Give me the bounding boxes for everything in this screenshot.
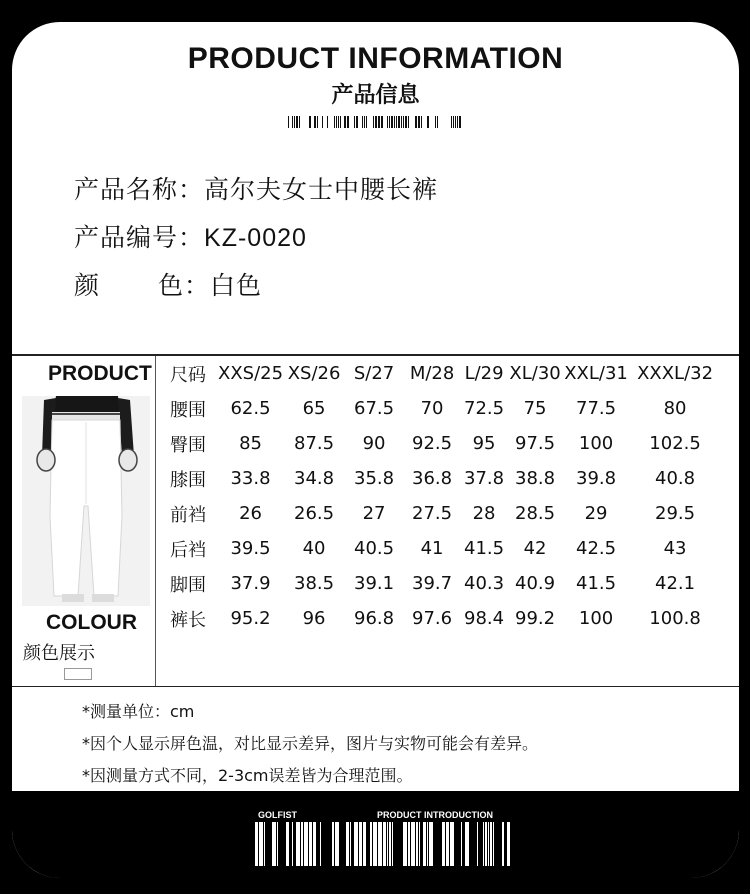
measure-value: 95 [472, 433, 496, 454]
measure-value: 35.8 [354, 468, 395, 489]
info-color-row [74, 266, 262, 302]
measure-value: 75 [523, 398, 547, 419]
measure-value: 42 [523, 538, 547, 559]
measure-value: 39.8 [576, 468, 617, 489]
measure-value: 37.8 [464, 468, 505, 489]
info-color-label-1: 颜 [74, 271, 101, 300]
size-header-cell: XXS/25 [218, 363, 284, 384]
table-bottom-rule [12, 686, 739, 687]
measure-label: 膝围 [170, 469, 206, 491]
measure-value: 29 [584, 503, 608, 524]
measure-value: 95.2 [230, 608, 271, 629]
note-unit: *测量单位：cm [82, 702, 195, 721]
size-table-row [160, 496, 721, 531]
note-measure-tolerance: *因测量方式不同，2-3cm误差皆为合理范围。 [82, 766, 413, 785]
measure-value: 98.4 [464, 608, 505, 629]
measure-value: 40.5 [354, 538, 395, 559]
measure-value: 26 [239, 503, 262, 524]
info-name-row [74, 170, 438, 206]
measure-value: 33.8 [230, 468, 271, 489]
note-color-disclaimer: *因个人显示屏色温，对比显示差异，图片与实物可能会有差异。 [82, 734, 539, 753]
measure-value: 37.9 [230, 573, 271, 594]
measure-value: 40.8 [655, 468, 696, 489]
measure-value: 27 [362, 503, 386, 524]
measure-value: 28 [472, 503, 496, 524]
info-color-label-2: 色： [158, 271, 211, 300]
size-table-row [160, 461, 721, 496]
size-header-cell: XXL/31 [564, 363, 628, 384]
measure-value: 42.1 [655, 573, 696, 594]
size-table-row [160, 601, 721, 636]
measure-value: 90 [362, 433, 386, 454]
size-table-row [160, 426, 721, 461]
measure-value: 100.8 [649, 608, 701, 629]
measure-value: 41.5 [464, 538, 505, 559]
info-code-value: KZ-0020 [204, 224, 307, 252]
footer-intro: PRODUCT INTRODUCTION [377, 810, 493, 820]
info-code-row [74, 218, 307, 254]
size-table-row [160, 391, 721, 426]
measure-value: 39.1 [354, 573, 395, 594]
footer-barcode [255, 822, 510, 866]
footer-brand: GOLFIST [258, 810, 297, 820]
size-header-cell: M/28 [409, 363, 455, 384]
size-header-cell: 尺码 [170, 364, 206, 386]
measure-value: 97.5 [515, 433, 556, 454]
product-photo [22, 396, 150, 606]
measure-value: 41 [420, 538, 444, 559]
measure-value: 29.5 [655, 503, 696, 524]
info-color-value: 白色 [210, 271, 263, 300]
measure-label: 腰围 [170, 399, 206, 421]
measure-value: 96.8 [354, 608, 395, 629]
measure-label: 后裆 [170, 539, 206, 561]
measure-value: 70 [420, 398, 444, 419]
size-header-cell: L/29 [464, 363, 504, 384]
product-label: PRODUCT [48, 362, 152, 385]
info-code-label: 产品编号： [74, 223, 205, 252]
measure-label: 脚围 [170, 574, 206, 596]
measure-label: 前裆 [170, 504, 206, 526]
measure-value: 40 [302, 538, 326, 559]
measure-value: 27.5 [412, 503, 453, 524]
measure-label: 裤长 [170, 609, 206, 631]
size-header-cell: S/27 [353, 363, 395, 384]
title-cn: 产品信息 [331, 83, 420, 108]
measure-value: 97.6 [412, 608, 453, 629]
measure-value: 96 [302, 608, 326, 629]
size-table-row [160, 566, 721, 601]
measure-value: 99.2 [515, 608, 556, 629]
measure-value: 28.5 [515, 503, 556, 524]
measure-value: 100 [578, 433, 614, 454]
table-divider [155, 356, 156, 686]
measure-value: 41.5 [576, 573, 617, 594]
size-table [160, 356, 721, 636]
measure-value: 39.5 [230, 538, 271, 559]
measure-value: 85 [239, 433, 262, 454]
size-header-row [160, 356, 721, 391]
size-header-cell: XS/26 [287, 363, 341, 384]
size-header-cell: XL/30 [509, 363, 561, 384]
info-name-value: 高尔夫女士中腰长裤 [204, 175, 439, 204]
colour-swatch-white [64, 668, 92, 680]
measure-value: 26.5 [294, 503, 335, 524]
size-table-row [160, 531, 721, 566]
size-header-cell: XXXL/32 [637, 363, 714, 384]
colour-label-cn: 颜色展示 [23, 643, 95, 664]
measure-value: 39.7 [412, 573, 453, 594]
header-barcode-strip [288, 116, 462, 128]
measure-value: 43 [663, 538, 687, 559]
product-info-card [10, 20, 741, 880]
measure-value: 80 [663, 398, 687, 419]
info-name-label: 产品名称： [74, 175, 205, 204]
measure-value: 38.8 [515, 468, 556, 489]
measure-value: 77.5 [576, 398, 617, 419]
measure-value: 102.5 [649, 433, 701, 454]
measure-value: 40.3 [464, 573, 505, 594]
colour-label-en: COLOUR [46, 611, 137, 634]
measure-value: 92.5 [412, 433, 453, 454]
title-en: PRODUCT INFORMATION [187, 42, 564, 75]
measure-value: 87.5 [294, 433, 335, 454]
measure-value: 100 [578, 608, 614, 629]
measure-value: 42.5 [576, 538, 617, 559]
measure-value: 36.8 [412, 468, 453, 489]
measure-label: 臀围 [170, 434, 206, 456]
measure-value: 67.5 [354, 398, 395, 419]
measure-value: 38.5 [294, 573, 335, 594]
measure-value: 62.5 [230, 398, 271, 419]
measure-value: 65 [302, 398, 326, 419]
measure-value: 40.9 [515, 573, 556, 594]
measure-value: 34.8 [294, 468, 335, 489]
measure-value: 72.5 [464, 398, 505, 419]
